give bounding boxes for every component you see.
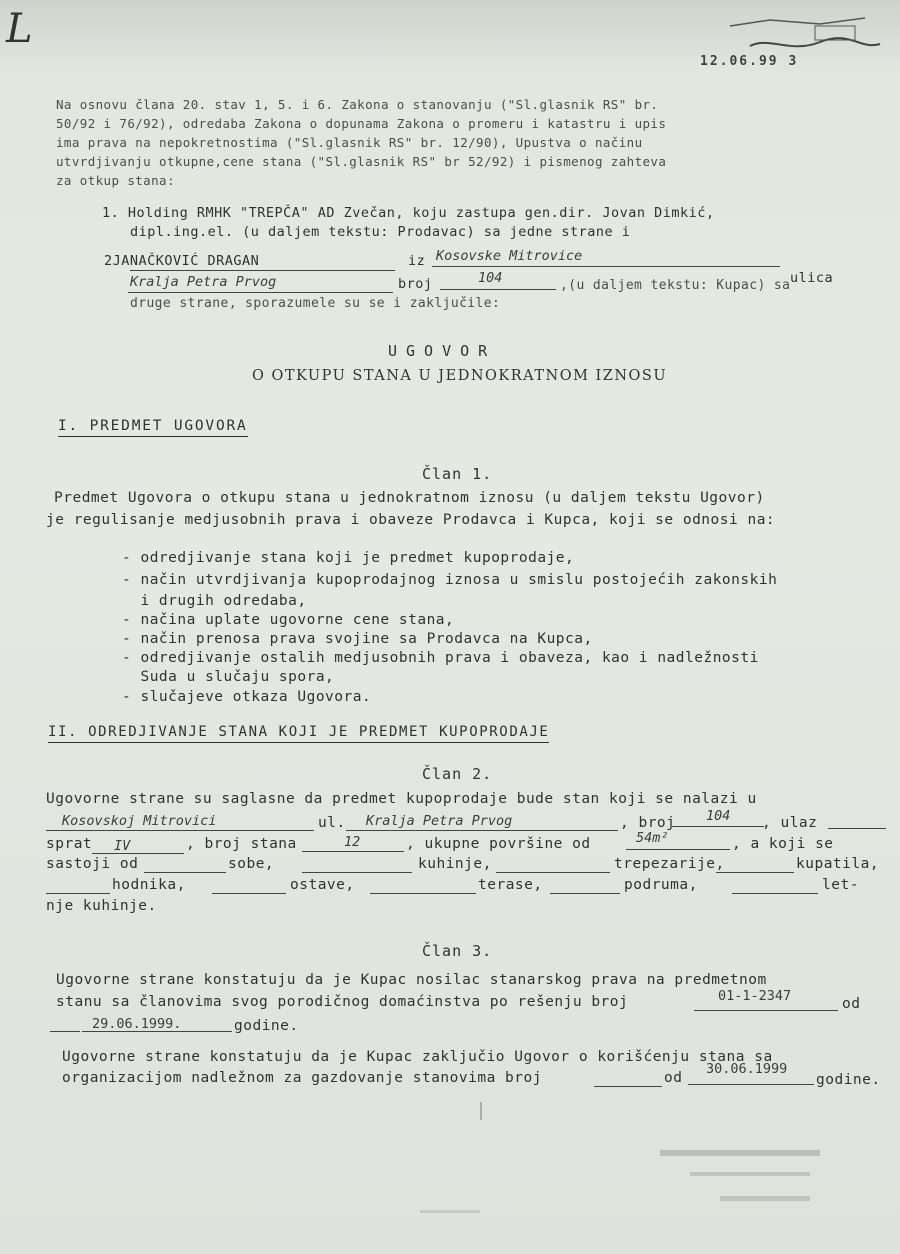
buyer-rest: ,(u daljem tekstu: Kupac) sa [560, 278, 791, 293]
sobe-blank [144, 872, 226, 873]
trepezarije-blank [496, 872, 610, 873]
buyer-name: 2JANAČKOVIĆ DRAGAN [104, 253, 260, 269]
buyer-city-underline [432, 266, 780, 267]
od-label: od [842, 996, 861, 1012]
contract-title: UGOVOR [388, 342, 497, 360]
godine-label: godine. [234, 1018, 299, 1034]
resolution-date: 29.06.1999. [92, 1016, 182, 1032]
intro-line: Na osnovu člana 20. stav 1, 5. i 6. Zakona o stanovanju ("Sl.glasnik RS" br. [56, 97, 659, 112]
article-heading: Član 1. [422, 465, 493, 483]
ulaz-label: , ulaz [762, 815, 818, 831]
paragraph-line: je regulisanje medjusobnih prava i obaveze Prodavca i Kupca, koji se odnosi na: [46, 512, 776, 528]
registry-stamp [690, 6, 890, 76]
paragraph-line: Ugovorne strane konstatuju da je Kupac zaključio Ugovor o korišćenju stana sa [62, 1049, 773, 1065]
broj-label: broj [398, 276, 433, 292]
apartment-unit: 12 [344, 834, 361, 850]
unit-underline [302, 851, 404, 852]
koji-se-label: , a koji se [732, 836, 834, 852]
ul-label: ul. [318, 815, 346, 831]
broj-stana-label: , broj stana [186, 836, 297, 852]
hodnika-label: hodnika, [112, 877, 186, 893]
apartment-city: Kosovskoj Mitrovici [62, 813, 217, 829]
list-item: Suda u slučaju spora, [122, 669, 335, 685]
article-heading: Član 2. [422, 765, 493, 783]
section-heading: II. ODREDJIVANJE STANA KOJI JE PREDMET KUPOPRODAJE [48, 724, 549, 743]
buyer-street-underline [128, 292, 393, 293]
terase-blank [370, 893, 476, 894]
letnje-blank [732, 893, 818, 894]
paragraph-line: organizacijom nadležnom za gazdovanje stanovima broj [62, 1070, 542, 1086]
povrsina-label: , ukupne površine od [406, 836, 591, 852]
sobe-label: sobe, [228, 856, 275, 872]
party2-closing: druge strane, sporazumele su se i zaključile: [130, 296, 501, 311]
godine-label: godine. [816, 1072, 881, 1088]
intro-line: utvrdjivanju otkupne,cene stana ("Sl.glasnik RS" br 52/92) i pismenog zahteva [56, 154, 667, 169]
kupatila-label: kupatila, [796, 856, 880, 872]
contract-subtitle: O OTKUPU STANA U JEDNOKRATNOM IZNOSU [252, 368, 668, 384]
list-item: - odredjivanje stana koji je predmet kupoprodaje, [122, 550, 575, 566]
paragraph-line: stanu sa članovima svog porodičnog domaćinstva po rešenju broj [56, 994, 629, 1010]
paragraph-line: Ugovorne strane konstatuju da je Kupac nosilac stanarskog prava na predmetnom [56, 972, 767, 988]
intro-line: ima prava na nepokretnostima ("Sl.glasnik RS" br. 12/90), Upustva o načinu [56, 135, 643, 150]
street-underline [346, 830, 618, 831]
floor-underline [92, 853, 184, 854]
ulaz-blank [828, 828, 886, 829]
od-label: od [664, 1070, 683, 1086]
apartment-area: 54m² [636, 830, 669, 846]
iz-label: iz [408, 253, 426, 269]
list-item: - način prenosa prava svojine sa Prodavca na Kupca, [122, 631, 593, 647]
list-item: - odredjivanje ostalih medjusobnih prava i obaveza, kao i nadležnosti [122, 650, 759, 666]
list-item: i drugih odredaba, [122, 593, 307, 609]
apartment-floor: IV [114, 838, 131, 854]
podruma-label: podruma, [624, 877, 698, 893]
list-item: - način utvrdjivanja kupoprodajnog iznosa u smislu postojećih zakonskih [122, 572, 778, 588]
resolution-date-underline [82, 1031, 232, 1032]
number-underline [672, 826, 764, 827]
let-label: let- [822, 877, 859, 893]
kuhinje-label: kuhinje, [418, 856, 492, 872]
list-item: - načina uplate ugovorne cene stana, [122, 612, 455, 628]
sprat-label: sprat [46, 836, 93, 852]
buyer-name-underline [130, 270, 395, 271]
usage-date-underline [688, 1084, 814, 1085]
contract-number-blank [594, 1086, 662, 1087]
date-prefix-underline [50, 1031, 80, 1032]
party1-line: dipl.ing.el. (u daljem tekstu: Prodavac) sa jedne strane i [130, 224, 631, 240]
resolution-underline [694, 1010, 838, 1011]
apartment-street: Kralja Petra Prvog [366, 813, 513, 829]
ostave-blank [212, 893, 286, 894]
podruma-blank [550, 893, 620, 894]
buyer-number-underline [440, 289, 556, 290]
party1-line: 1. Holding RMHK "TREPČA" AD Zvečan, koju zastupa gen.dir. Jovan Dimkić, [102, 205, 715, 221]
buyer-city: Kosovske Mitrovice [436, 248, 583, 264]
intro-line: za otkup stana: [56, 173, 175, 188]
section-heading: I. PREDMET UGOVORA [58, 418, 248, 437]
resolution-number: 01-1-2347 [718, 988, 792, 1004]
trepezarije-label: trepezarije, [614, 856, 725, 872]
stamp-date: 12.06.99 3 [700, 54, 799, 69]
kupatila-blank [716, 872, 794, 873]
paragraph-line: Ugovorne strane su saglasne da predmet kupoprodaje bude stan koji se nalazi u [46, 791, 757, 807]
city-underline [46, 830, 314, 831]
article-heading: Član 3. [422, 942, 493, 960]
hodnika-blank [46, 893, 110, 894]
kuhinje-blank [302, 872, 412, 873]
sastoji-label: sastoji od [46, 856, 139, 872]
ulica-label: ulica [790, 270, 834, 286]
broj-label: , broj [620, 815, 676, 831]
nje-kuhinje-label: nje kuhinje. [46, 898, 157, 914]
terase-label: terase, [478, 877, 543, 893]
ostave-label: ostave, [290, 877, 355, 893]
paragraph-line: Predmet Ugovora o otkupu stana u jednokratnom iznosu (u daljem tekstu Ugovor) [54, 490, 765, 506]
buyer-street: Kralja Petra Prvog [130, 274, 277, 290]
apartment-number: 104 [706, 808, 731, 824]
intro-line: 50/92 i 76/92), odredaba Zakona o dopunama Zakona o promeru i katastru i upis [56, 116, 667, 131]
corner-mark: L [6, 6, 33, 52]
buyer-house-number: 104 [478, 270, 503, 286]
area-underline [626, 849, 730, 850]
usage-contract-date: 30.06.1999 [706, 1061, 788, 1077]
list-item: - slučajeve otkaza Ugovora. [122, 689, 372, 705]
